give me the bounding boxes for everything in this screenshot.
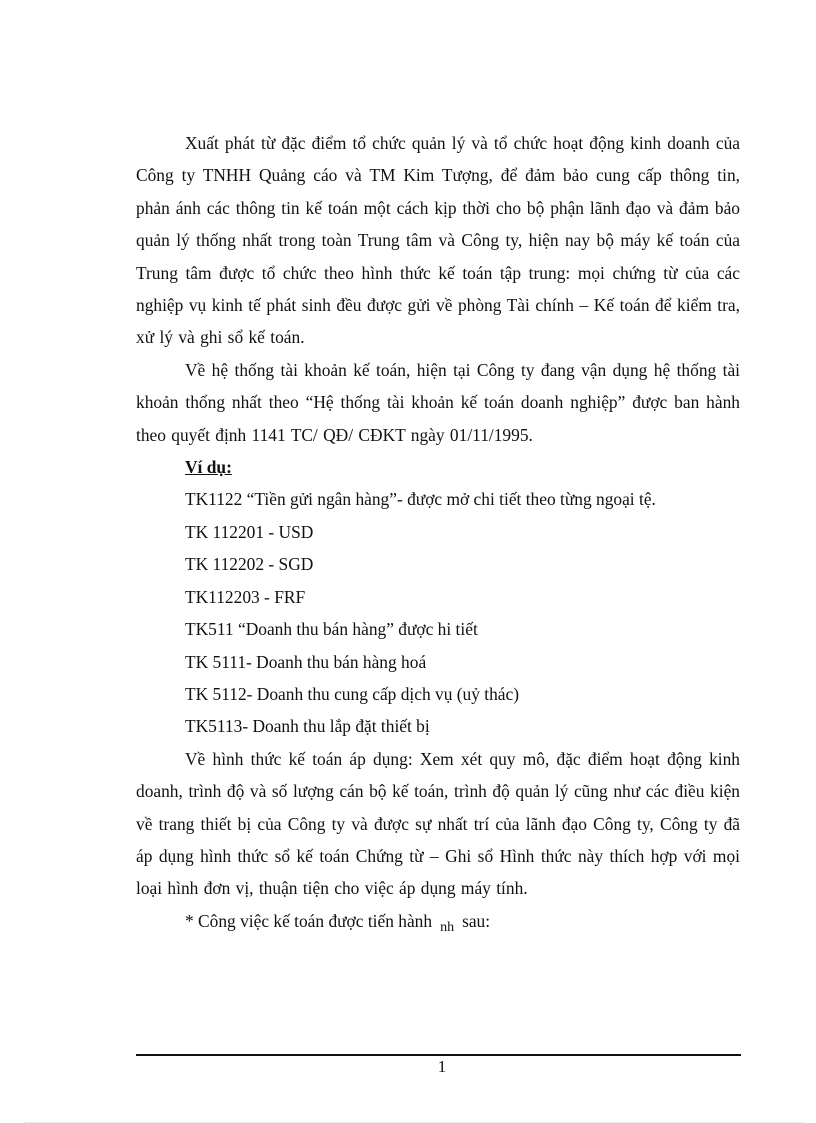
accounting-work-small-text: nh [440,919,455,935]
example-line: TK 5112- Doanh thu cung cấp dịch vụ (uỷ thác) [185,683,520,704]
document-body [136,127,740,940]
page-number: 1 [437,1057,447,1076]
example-line: TK1122 “Tiền gửi ngân hàng”- được mở chi tiết theo từng ngoại tệ. [185,489,656,510]
paragraph-accounting-form: Về hình thức kế toán áp dụng: Xem xét quy mô, đặc điểm hoạt động kinh doanh, trình độ và số lượng cán bộ kế toán, trình độ quản lý cũng như các điều kiện về trang thiết bị của Công ty và được sự nhất trí của lãnh đạo Công ty, Công ty đã áp dụng hình thức sổ kế toán Chứng từ – Ghi sổ Hình thức này thích hợp với mọi loại hình đơn vị, thuận tiện cho việc áp dụng máy tính. [136,748,740,899]
accounting-work-text-start: * Công việc kế toán được tiến hành [185,910,433,931]
accounting-work-line [136,905,740,940]
example-line: TK 5111- Doanh thu bán hàng hoá [185,651,427,672]
example-heading: Ví dụ: [185,457,232,478]
paragraph-accounting-organization: Xuất phát từ đặc điểm tổ chức quản lý và tổ chức hoạt động kinh doanh của Công ty TNHH Quảng cáo và TM Kim Tượng, để đảm bảo cung cấp thông tin, phản ánh các thông tin kế toán một cách kịp thời cho bộ phận lãnh đạo và đảm bảo quản lý thống nhất trong toàn Trung tâm và Công ty, hiện nay bộ máy kế toán của Trung tâm được tổ chức theo hình thức kế toán tập trung: mọi chứng từ của các nghiệp vụ kinh tế phát sinh đều được gửi về phòng Tài chính – Kế toán để kiểm tra, xử lý và ghi sổ kế toán. [136,133,740,348]
paragraph-account-system: Về hệ thống tài khoản kế toán, hiện tại Công ty đang vận dụng hệ thống tài khoản thống nhất theo “Hệ thống tài khoản kế toán doanh nghiệp” được ban hành theo quyết định 1141 TC/ QĐ/ CĐKT ngày 01/11/1995. [136,359,740,445]
example-line: TK5113- Doanh thu lắp đặt thiết bị [185,716,430,737]
example-line: TK 112201 - USD [185,521,314,542]
accounting-work-text-end: sau: [462,910,491,931]
example-heading-line [136,451,740,483]
example-line: TK 112202 - SGD [185,554,314,575]
example-line: TK511 “Doanh thu bán hàng” được hi tiết [185,619,478,640]
example-line: TK112203 - FRF [185,586,306,607]
